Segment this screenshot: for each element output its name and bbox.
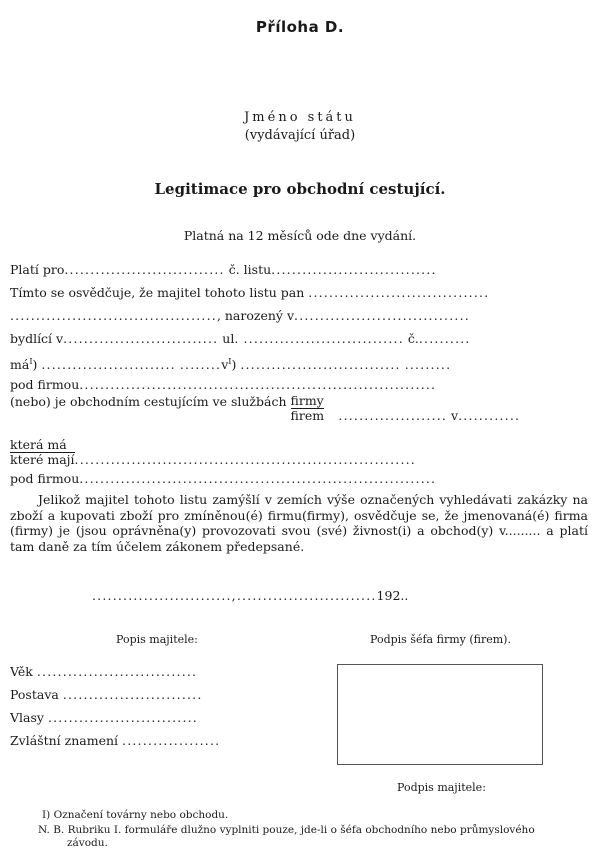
holder-description-title: Popis majitele: [116, 633, 198, 646]
form-line-born [10, 308, 590, 324]
holder-name-field[interactable]: ................................... [308, 285, 490, 300]
business-location-field[interactable]: ............................... [240, 357, 401, 373]
place-date-line [92, 588, 408, 603]
certifies-label: Tímto se osvědčuje, že majitel tohoto listu pan [10, 285, 305, 300]
under-firm-label: pod firmou [10, 471, 80, 486]
street-label: ul. [222, 331, 239, 346]
business-type-field[interactable]: .......................... [41, 357, 176, 373]
description-field-hair [10, 710, 300, 726]
form-line-which-has [10, 438, 590, 470]
under-firm-label: pod firmou [10, 377, 80, 392]
form-line-certifies [10, 285, 590, 301]
choice-plural: které mají [10, 452, 75, 467]
valid-for-field[interactable]: ............................... [64, 262, 225, 277]
form-line-firm-name [10, 377, 590, 393]
which-has-choice [10, 438, 75, 467]
state-name: Jméno státu [244, 110, 356, 125]
sheet-number-field[interactable]: ................................ [271, 262, 437, 277]
footnote-1-mark: I) [42, 809, 51, 821]
build-field[interactable]: ........................... [62, 687, 203, 702]
firm-name-2-field[interactable]: ..................................................................... [79, 471, 437, 486]
house-number-label: č. [407, 331, 419, 346]
hair-field[interactable]: ............................. [47, 710, 198, 725]
street-field[interactable]: ............................... [238, 331, 404, 346]
description-field-marks [10, 733, 300, 749]
age-label: Věk [10, 664, 33, 679]
age-field[interactable]: ............................... [36, 664, 198, 679]
appendix-title: Příloha D. [255, 18, 345, 36]
in-label: v [221, 357, 229, 373]
house-number-field[interactable]: .......... [418, 331, 471, 346]
document-title: Legitimace pro obchodní cestující. [154, 180, 446, 198]
employer-location-field[interactable]: ............ [458, 408, 521, 423]
form-line-firm-name-2 [10, 471, 590, 487]
valid-for-label: Platí pro [10, 262, 65, 277]
nota-bene [38, 823, 535, 837]
choice-plural: firem [290, 408, 325, 423]
hair-label: Vlasy [10, 710, 44, 725]
sheet-number-label: č. listu [228, 262, 272, 277]
form-line-residence [10, 331, 590, 347]
footnote-ref: I [228, 357, 232, 366]
residing-label: bydlící v [10, 331, 64, 346]
form-line-valid-for [10, 262, 590, 278]
description-field-build [10, 687, 300, 703]
firm-plural-choice [291, 394, 325, 423]
description-field-age [10, 664, 300, 680]
choice-singular: která má [10, 438, 75, 453]
validity-note: Platná na 12 měsíců ode dne vydání. [183, 228, 417, 243]
choice-singular: firmy [290, 394, 324, 408]
marks-field[interactable]: ................... [122, 733, 221, 748]
nota-bene-text: Rubriku I. formuláře dlužno vyplniti pouze, jde-li o šéfa obchodního nebo průmyslového [67, 824, 535, 836]
firm-head-signature-label: Podpis šéfa firmy (firem). [370, 633, 511, 646]
footnote-ref: I [29, 357, 33, 366]
holder-signature-label: Podpis majitele: [397, 781, 486, 794]
traveller-label: (nebo) je obchodním cestujícím ve službách [10, 394, 287, 409]
firm-name-field[interactable]: ..................................................................... [79, 377, 437, 392]
photo-box[interactable] [337, 664, 543, 765]
employer-location-label: v [451, 408, 459, 423]
form-line-has: $má^I$) .......................... $........v^I$) ............................... ......... [10, 357, 452, 373]
form-line-traveller [10, 394, 590, 426]
nota-bene-mark: N. B. [38, 824, 65, 836]
birthplace-field[interactable]: .................................. [294, 308, 470, 323]
has-label: má [10, 357, 30, 373]
born-label: , narozený v [216, 308, 295, 323]
nota-bene-cont: závodu. [67, 837, 108, 849]
certification-paragraph [10, 492, 588, 554]
holder-name-cont-field[interactable]: ........................................ [10, 308, 217, 323]
certification-text: Jelikož majitel tohoto listu zamýšlí v zemích výše označených vyhledávati zakázky na zboží a kupovati zboží pro zmíněnou(é) firmu(firmy), osvědčuje se, že jmenovaná(é) firma (firmy) je (jsou oprávněna(y) provozovati svou (své) živnost(i) a obchod(y) v......... a platí tam daně za tím účelem zákonem předepsané. [10, 492, 588, 554]
employer-firm-field[interactable]: ..................... [328, 408, 448, 423]
footnote-1 [42, 808, 228, 822]
residence-field[interactable]: .............................. [63, 331, 219, 346]
which-has-field[interactable]: .................................................................. [74, 452, 416, 467]
year-prefix: 192.. [376, 588, 409, 603]
footnote-1-text: Označení továrny nebo obchodu. [53, 809, 229, 821]
business-type-cont-field[interactable]: ........ [179, 357, 222, 373]
business-location-cont-field[interactable]: ......... [404, 357, 452, 373]
place-date-field[interactable]: ...........................,........................... [92, 588, 377, 603]
marks-label: Zvláštní znamení [10, 733, 119, 748]
issuing-office: (vydávající úřad) [244, 128, 356, 143]
build-label: Postava [10, 687, 59, 702]
